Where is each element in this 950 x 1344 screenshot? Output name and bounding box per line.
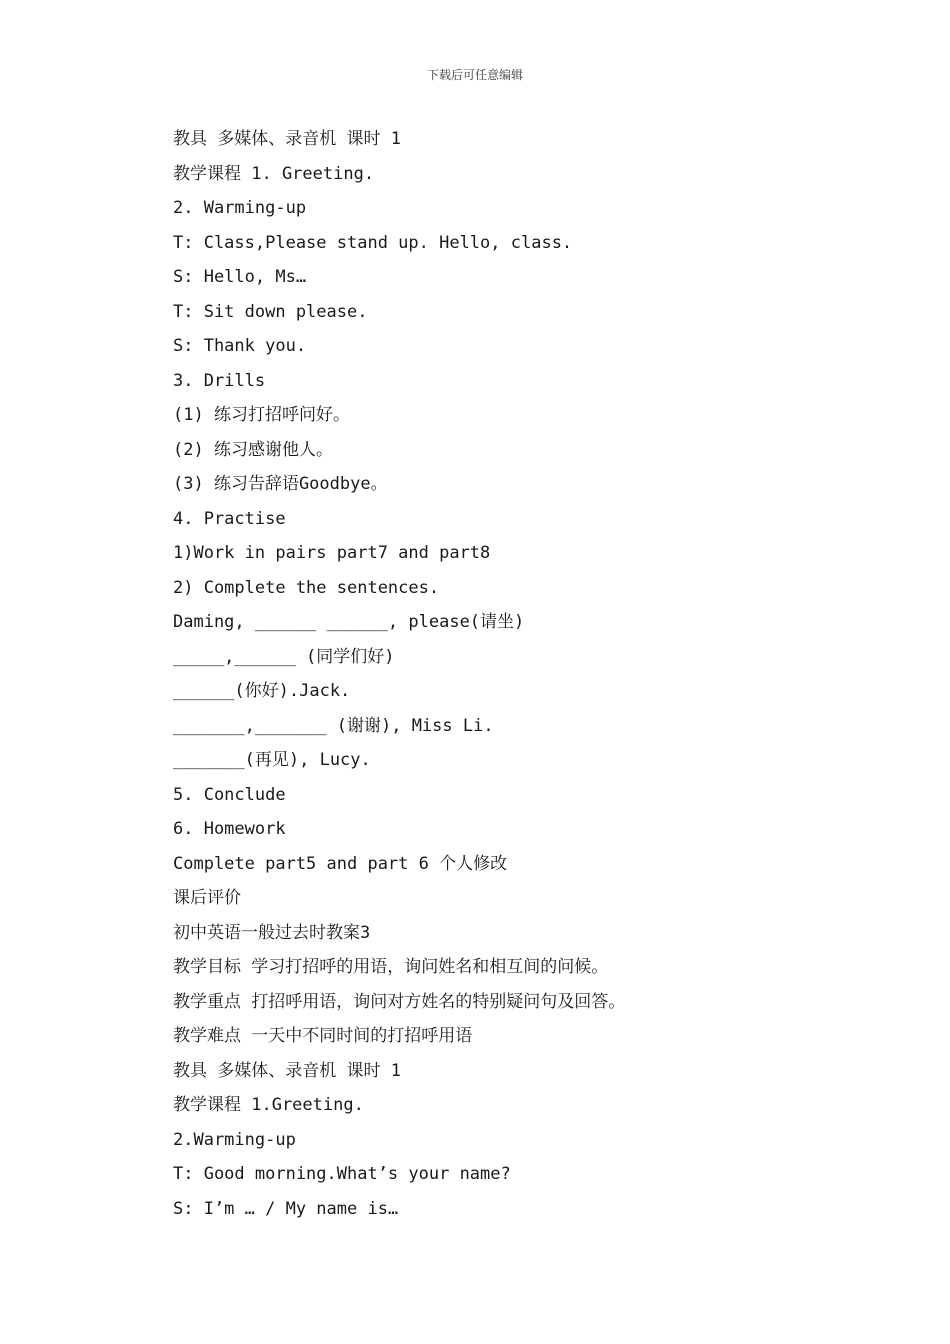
text-line: ______(你好).Jack. [173,681,351,701]
text-line: 2.Warming-up [173,1129,296,1150]
text-line: _______(再见), Lucy. [173,750,371,770]
text-line: 教学重点 打招呼用语，询问对方姓名的特别疑问句及回答。 [173,991,626,1012]
page-header-note: 下载后可任意编辑 [426,68,523,82]
text-line: T: Class,Please stand up. Hello, class. [173,232,573,253]
text-line: 2. Warming-up [173,198,307,218]
text-line: 课后评价 [173,888,241,908]
text-line: 教学难点 一天中不同时间的打招呼用语 [173,1026,473,1046]
text-line: T: Sit down please. [173,301,368,322]
text-line: 2) Complete the sentences. [173,577,440,598]
text-line: 5. Conclude [173,784,286,805]
text-line: (3) 练习告辞语Goodbye。 [173,474,388,494]
text-line: (2) 练习感谢他人。 [173,439,333,460]
text-line: T: Good morning.What’s your name? [173,1164,511,1184]
text-line: (1) 练习打招呼问好。 [173,405,350,425]
text-line: 6. Homework [173,819,286,839]
text-line: 教具 多媒体、录音机 课时 1 [173,1060,401,1081]
text-line: 教学课程 1.Greeting. [173,1095,364,1115]
text-line: S: I’m … / My name is… [173,1198,399,1219]
text-line: _____,______ (同学们好) [173,646,395,667]
text-line: 教具 多媒体、录音机 课时 1 [173,129,401,149]
text-line: S: Thank you. [173,336,307,356]
text-line: 教学目标 学习打招呼的用语，询问姓名和相互间的问候。 [173,957,609,977]
text-line: _______,_______ (谢谢), Miss Li. [173,715,494,736]
text-line: 教学课程 1. Greeting. [173,163,375,184]
text-line: Complete part5 and part 6 个人修改 [173,853,508,874]
document-body [173,122,893,1226]
text-line: S: Hello, Ms… [173,267,307,287]
text-line: Daming, ______ ______, please(请坐) [173,612,525,632]
text-line: 4. Practise [173,508,286,529]
text-line: 1)Work in pairs part7 and part8 [173,543,491,563]
text-line: 初中英语一般过去时教案3 [173,922,371,943]
text-line: 3. Drills [173,370,266,391]
